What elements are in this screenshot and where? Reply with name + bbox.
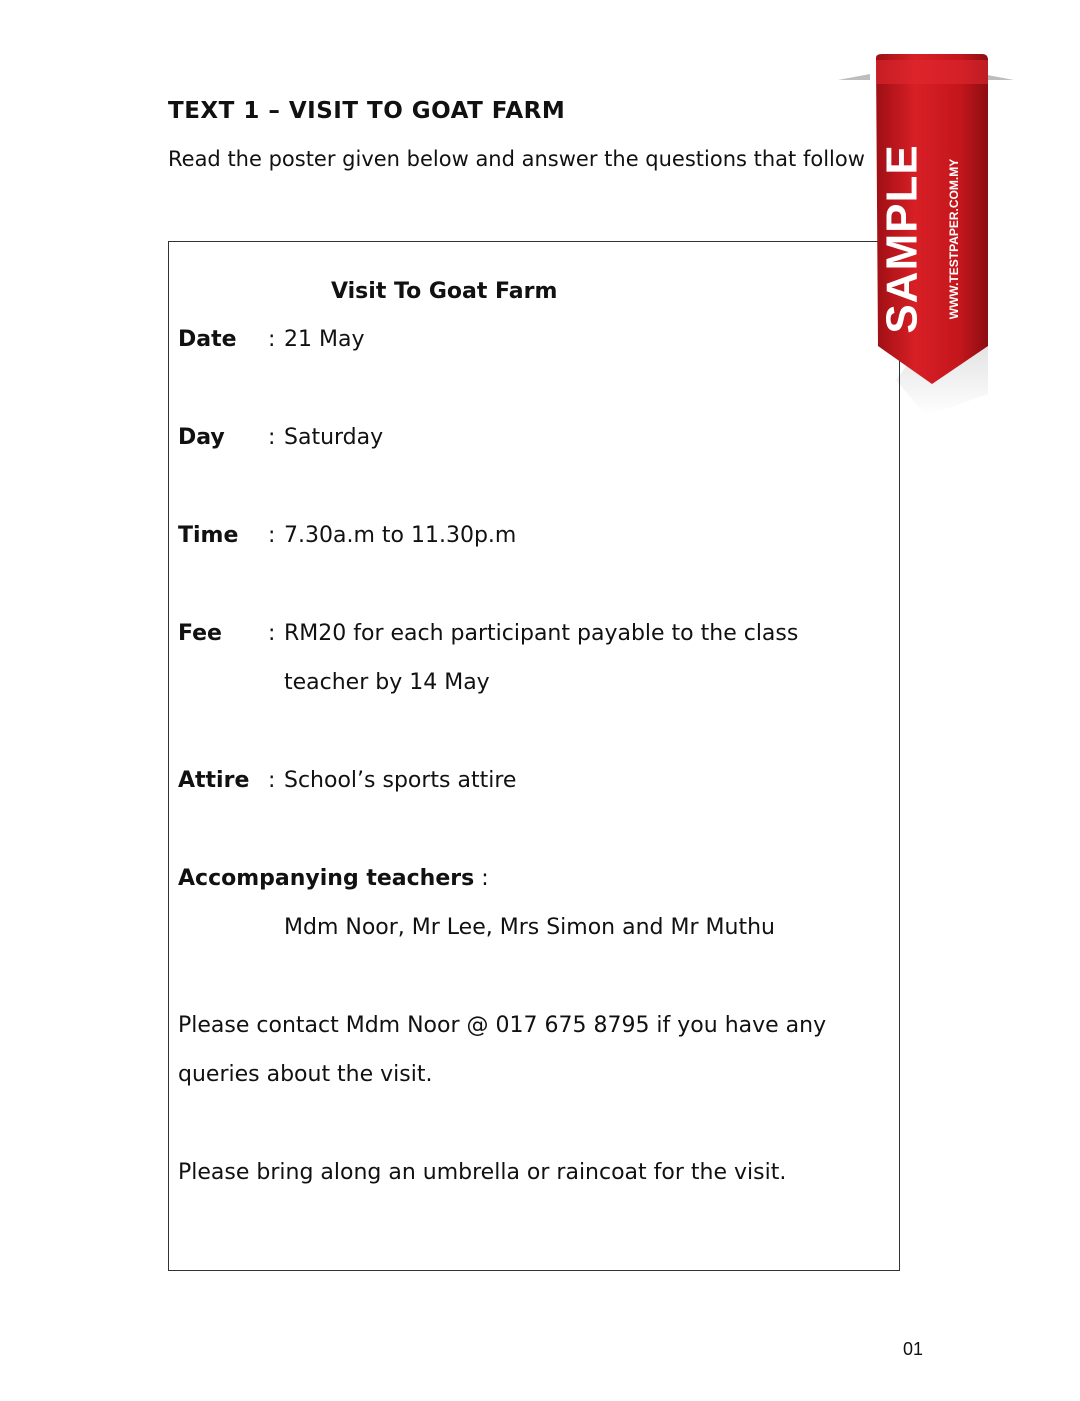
sample-ribbon <box>838 54 1014 424</box>
fee-colon: : <box>268 621 276 646</box>
section-heading: TEXT 1 – VISIT TO GOAT FARM <box>168 98 566 124</box>
day-colon: : <box>268 425 276 450</box>
fee-value-line2: teacher by 14 May <box>284 670 490 695</box>
teachers-names: Mdm Noor, Mr Lee, Mrs Simon and Mr Muthu <box>284 915 775 940</box>
contact-line2: queries about the visit. <box>178 1062 433 1087</box>
attire-value: School’s sports attire <box>284 768 517 793</box>
date-colon: : <box>268 327 276 352</box>
ribbon-text <box>877 98 965 380</box>
day-label: Day <box>178 425 225 450</box>
teachers-row: Accompanying teachers : <box>178 866 489 891</box>
reminder-text: Please bring along an umbrella or raincoat for the visit. <box>178 1160 787 1185</box>
attire-colon: : <box>268 768 276 793</box>
time-value: 7.30a.m to 11.30p.m <box>284 523 517 548</box>
time-label: Time <box>178 523 239 548</box>
page-number: 01 <box>903 1339 924 1359</box>
contact-line1: Please contact Mdm Noor @ 017 675 8795 if you have any <box>178 1013 827 1038</box>
ribbon-sample-text: SAMPLE <box>877 144 927 334</box>
instruction-text: Read the poster given below and answer the questions that follow <box>168 147 865 171</box>
day-value: Saturday <box>284 425 384 450</box>
poster-title: Visit To Goat Farm <box>331 279 558 304</box>
poster-box <box>168 241 900 1271</box>
date-label: Date <box>178 327 237 352</box>
date-value: 21 May <box>284 327 365 352</box>
fee-label: Fee <box>178 621 222 646</box>
attire-label: Attire <box>178 768 250 793</box>
fee-value-line1: RM20 for each participant payable to the class <box>284 621 799 646</box>
teachers-label: Accompanying teachers <box>178 866 475 891</box>
ribbon-url-text: WWW.TESTPAPER.COM.MY <box>947 158 961 320</box>
time-colon: : <box>268 523 276 548</box>
